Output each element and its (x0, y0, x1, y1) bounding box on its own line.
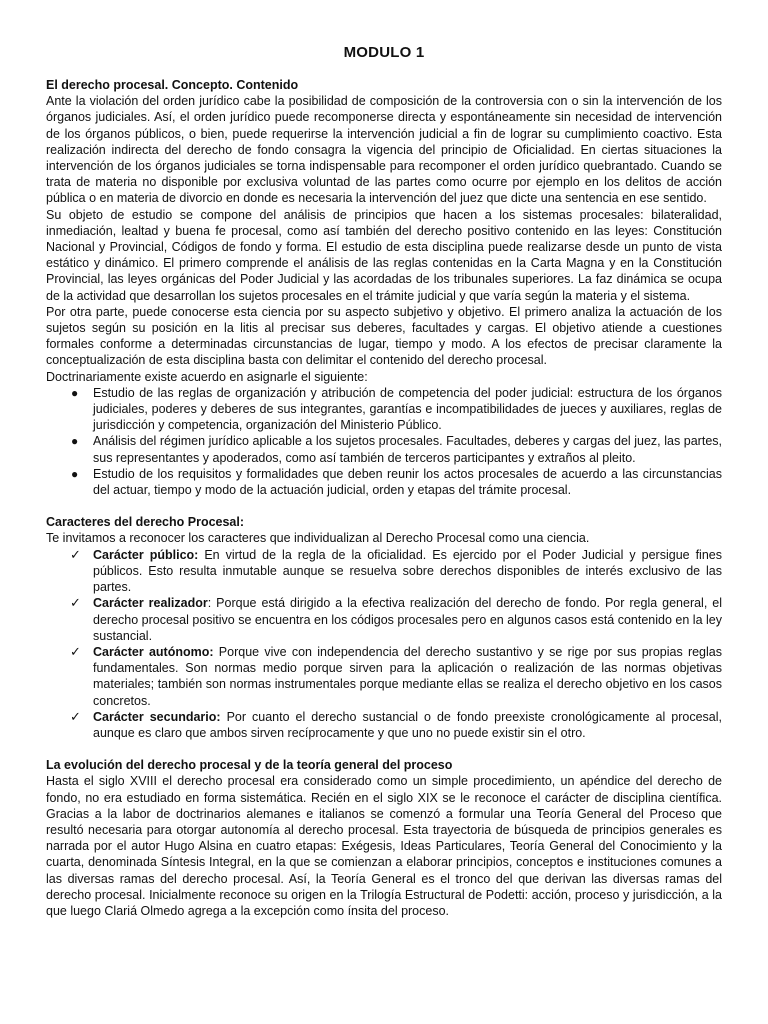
bullet-text: Estudio de los requisitos y formalidades que deben reunir los actos procesales de acuerdo a las circunstancias del actuar, tiempo y modo de la actuación judicial, orden y etapas del trámite procesal. (93, 466, 722, 498)
checklist-item (46, 644, 722, 709)
bullet-list (46, 385, 722, 498)
bullet-item (46, 466, 722, 498)
bullet-item (46, 385, 722, 434)
checkmark-icon: ✓ (70, 595, 81, 611)
bullet-icon: ● (71, 466, 79, 481)
section-spacer (46, 498, 722, 514)
section-heading: El derecho procesal. Concepto. Contenido (46, 78, 299, 92)
item-text: En virtud de la regla de la oficialidad. Es ejercido por el Poder Judicial y persigue fines públicos. Esto resulta inmutable aunque se resuelva sobre derechos disponibles de interés exclusivo de las partes. (93, 547, 722, 595)
paragraph: Te invitamos a reconocer los caracteres que individualizan al Derecho Procesal como una ciencia. (46, 531, 590, 546)
bullet-icon: ● (71, 434, 79, 449)
checkmark-icon: ✓ (70, 643, 81, 659)
section-concepto (46, 77, 722, 498)
item-text: Por cuanto el derecho sustancial o de fondo preexiste cronológicamente al procesal, aunque es claro que ambos sirven recíprocamente y que uno no puede existir sin el otro. (93, 709, 722, 740)
item-term: Carácter autónomo: (93, 644, 214, 659)
bullet-item (46, 433, 722, 465)
paragraph: Por otra parte, puede conocerse esta ciencia por su aspecto subjetivo y objetivo. El primero analiza la actuación de los sujetos según su posición en la litis al precisar sus deberes, facultades y cargas. El objetivo atiende a cuestiones formales conforme a determinadas circunstancias de lugar, tiempo y modo. A los efectos de precisar claramente la conceptualización de esta disciplina basta con delimitar el contenido del derecho procesal. (46, 304, 722, 368)
bullet-text: Análisis del régimen jurídico aplicable a los sujetos procesales. Facultades, deberes y cargas del juez, las partes, sus representantes y apoderados, como así también de terceros participantes y extraños al pleito. (93, 434, 722, 465)
checklist-item (46, 595, 722, 644)
item-term: Carácter realizador (93, 596, 208, 611)
paragraph: Doctrinariamente existe acuerdo en asignarle el siguiente: (46, 369, 368, 384)
item-text: Porque vive con independencia del derecho sustantivo y se rige por sus propias reglas fundamentales. Son normas medio porque sirven para la aplicación o realización de las normas objetivas materiales; también son normas instrumentales porque mediante ellas se realiza el derecho objetivo en los casos concretos. (93, 644, 722, 708)
paragraph: Ante la violación del orden jurídico cabe la posibilidad de composición de la controversia con o sin la intervención de los órganos judiciales. Así, el orden jurídico puede recomponerse directa y espontáneamente sin necesidad de intervención de los órganos públicos, o bien, puede requerirse la intervención judicial a fin de lograr su cumplimiento coactivo. Esta realización indirecta del derecho de fondo consagra la vigencia del principio de Oficialidad. En ciertas situaciones la intervención de los órganos judiciales se torna indispensable para recomponer el orden jurídico quebrantado. Cuando se trata de materia no disponible por exclusiva voluntad de las partes como ocurre por ejemplo en los delitos de acción pública o en materia de divorcio en donde es necesaria la intervención del juez que dicte una sentencia en ese sentido. (46, 94, 722, 206)
paragraph: Su objeto de estudio se compone del análisis de principios que hacen a los sistemas procesales: bilateralidad, inmediación, lealtad y buena fe procesal, como así también del derecho positivo contenido en las leyes: Constitución Nacional y Provincial, Códigos de fondo y forma. El estudio de esta disciplina puede realizarse desde un punto de vista estático y dinámico. El primero comprende el análisis de las reglas contenidas en la Carta Magna y en la Constitución Provincial, las leyes orgánicas del Poder Judicial y las acordadas de los tribunales superiores. La faz dinámica se ocupa de la actividad que desarrollan los sujetos procesales en el trámite judicial y que varía según la materia y el sistema. (46, 207, 722, 303)
item-text: : Porque está dirigido a la efectiva realización del derecho de fondo. Por regla general, el derecho procesal positivo se encuentra en los códigos procesales pero en algunos casos está contenido en la ley sustancial. (93, 596, 722, 643)
item-term: Carácter público: (93, 547, 199, 562)
checklist-item (46, 709, 722, 741)
page-title: MODULO 1 (343, 44, 425, 61)
section-evolucion (46, 757, 722, 919)
checklist-item (46, 547, 722, 596)
section-heading: Caracteres del derecho Procesal: (46, 515, 245, 530)
paragraph: Hasta el siglo XVIII el derecho procesal era considerado como un simple procedimiento, un apéndice del derecho de fondo, no era estudiado en forma sistemática. Recién en el siglo XIX se le reconoce el carácter de disciplina científica. Gracias a la labor de doctrinarios alemanes e italianos se comenzó a formular una Teoría General del Proceso que resultó necesaria para otorgar autonomía al derecho procesal. Esta trayectoria de búsqueda de principios generales es narrada por el autor Hugo Alsina en cuatro etapas: Exégesis, Ideas Particulares, Teoría General del Conocimiento y la cuarta, denominada Síntesis Integral, en la que se comienzan a elaborar principios, conceptos e instituciones comunes a las diversas ramas del derecho procesal. Así, la Teoría General es el tronco del que derivan las diversas ramas del derecho procesal. Inicialmente reconoce su origen en la Trilogía Estructural de Podetti: acción, proceso y jurisdicción, a la que luego Clariá Olmedo agrega a la excepción como ínsita del proceso. (46, 774, 722, 918)
item-term: Carácter secundario: (93, 709, 221, 724)
bullet-text: Estudio de las reglas de organización y atribución de competencia del poder judicial: estructura de los órganos judiciales, poderes y deberes de sus integrantes, garantías e incompatibilidades de jueces y auxiliares, reglas de jurisdicción y competencia, organización del Ministerio Público. (93, 385, 722, 433)
section-heading: La evolución del derecho procesal y de la teoría general del proceso (46, 758, 453, 773)
checkmark-icon: ✓ (70, 708, 81, 724)
section-caracteres (46, 514, 722, 741)
bullet-icon: ● (71, 385, 79, 400)
checklist (46, 547, 722, 741)
section-spacer (46, 741, 722, 757)
checkmark-icon: ✓ (70, 546, 81, 562)
